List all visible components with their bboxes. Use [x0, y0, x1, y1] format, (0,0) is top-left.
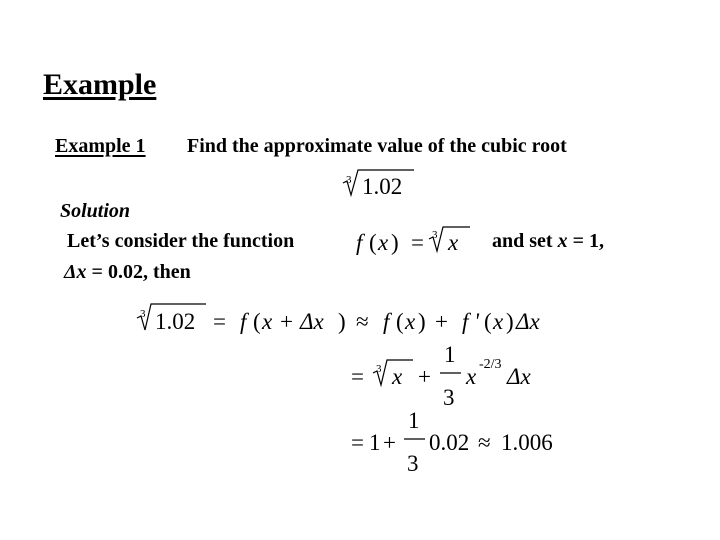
example-statement: Find the approximate value of the cubic root: [187, 135, 567, 157]
root-index: 3: [376, 363, 382, 375]
f-symbol: f: [383, 309, 390, 334]
approximation-line-2: [351, 342, 531, 410]
plus: +: [435, 309, 448, 334]
x-symbol: x: [405, 309, 416, 334]
root-index: 3: [140, 308, 146, 320]
lparen: (: [484, 309, 492, 334]
root-index: 3: [432, 229, 438, 241]
solution-heading: Solution: [60, 200, 131, 222]
x-symbol: x: [392, 364, 403, 389]
plus: +: [280, 309, 293, 334]
delta-x: Δx: [516, 309, 540, 334]
rparen: ): [418, 309, 426, 334]
text: and set: [492, 230, 558, 252]
approx-sign: ≈: [478, 430, 491, 455]
approx-sign: ≈: [356, 309, 369, 334]
x-symbol: x: [493, 309, 504, 334]
text: = 1,: [567, 230, 604, 252]
equals: =: [351, 364, 364, 389]
x-symbol: x: [466, 364, 477, 389]
fraction-numerator: 1: [444, 342, 456, 367]
root-index: 3: [346, 174, 352, 186]
x-symbol: x: [262, 309, 273, 334]
var-x: x: [557, 230, 568, 252]
equals: =: [213, 309, 226, 334]
delta-x: Δx: [507, 364, 531, 389]
exponent: -2/3: [479, 357, 502, 372]
text: = 0.02, then: [86, 261, 191, 283]
lparen: (: [369, 230, 377, 255]
fraction-numerator: 1: [408, 408, 420, 433]
lparen: (: [396, 309, 404, 334]
rparen: ): [506, 309, 514, 334]
step-value: 0.02: [429, 430, 470, 455]
f-prime-symbol: f ': [462, 309, 480, 334]
radicand: 1.02: [362, 174, 403, 199]
equals: =: [411, 230, 424, 255]
one: 1: [369, 430, 381, 455]
rparen: ): [338, 309, 346, 334]
rparen: ): [391, 230, 399, 255]
approximation-line-3: [351, 408, 553, 476]
var-delta-x: Δx: [64, 261, 87, 283]
f-symbol: f: [356, 230, 363, 255]
radicand: 1.02: [155, 309, 196, 334]
delta-x: Δx: [300, 309, 324, 334]
fraction-denominator: 3: [443, 385, 455, 410]
page-title: Example: [43, 68, 157, 101]
function-definition: [356, 227, 470, 255]
plus: +: [383, 430, 396, 455]
lparen: (: [253, 309, 261, 334]
example-label: Example 1: [55, 135, 146, 157]
approximation-line-1: [137, 304, 540, 334]
x-symbol: x: [448, 230, 459, 255]
x-symbol: x: [378, 230, 389, 255]
result-value: 1.006: [501, 430, 553, 455]
equals: =: [351, 430, 364, 455]
cube-root-display: [343, 170, 414, 199]
solution-line-1: Let’s consider the function: [67, 230, 295, 252]
fraction-denominator: 3: [407, 451, 419, 476]
f-symbol: f: [240, 309, 247, 334]
plus: +: [418, 364, 431, 389]
